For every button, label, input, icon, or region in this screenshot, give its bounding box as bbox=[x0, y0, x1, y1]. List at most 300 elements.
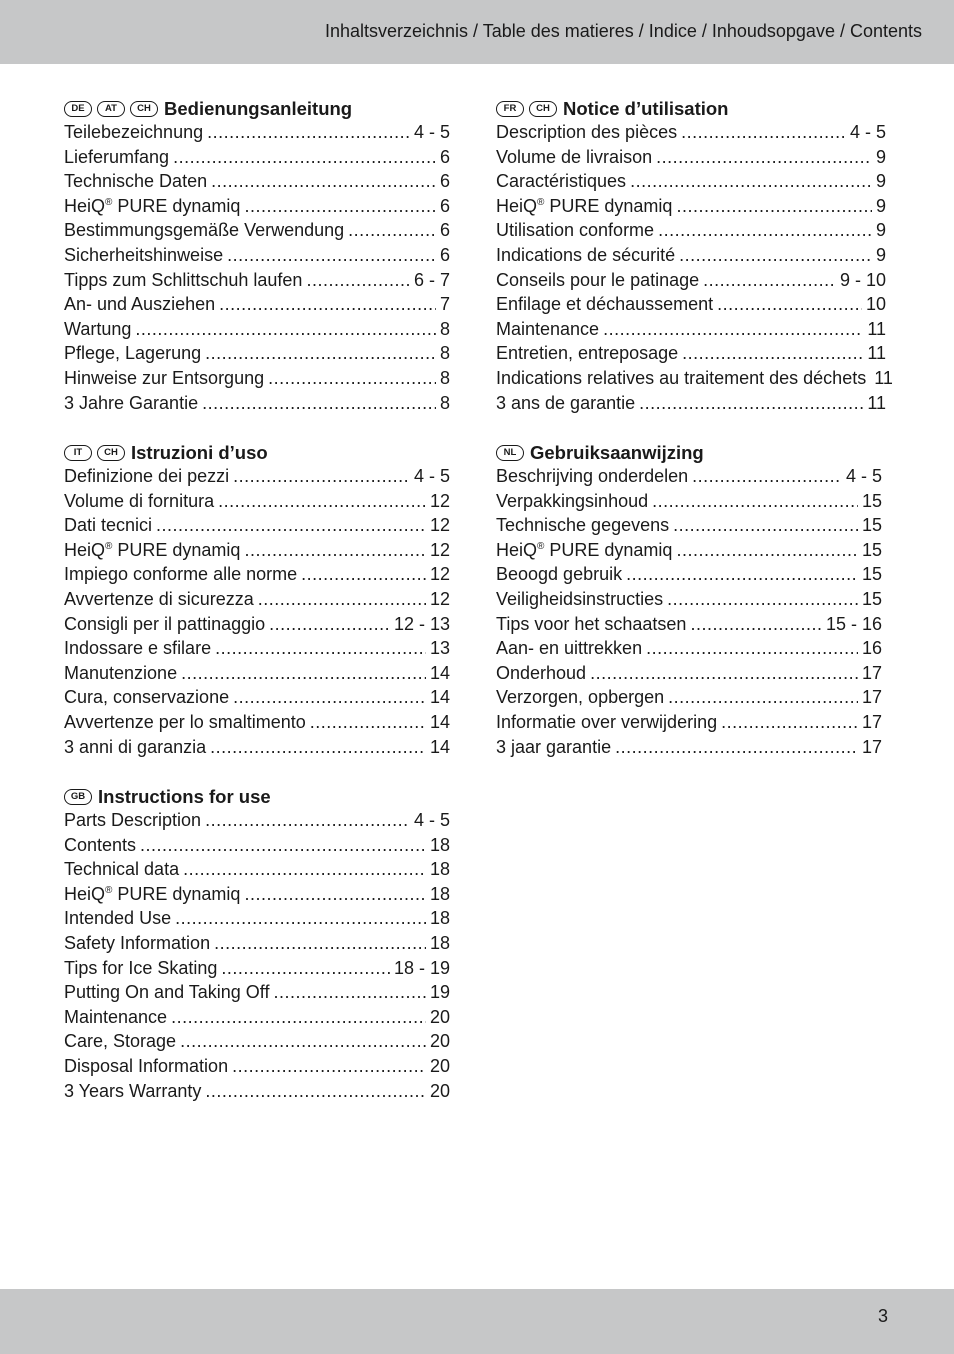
toc-entry-label bbox=[64, 196, 240, 217]
toc-entry[interactable] bbox=[496, 614, 882, 639]
dot-leader bbox=[692, 466, 842, 487]
toc-entry[interactable] bbox=[496, 270, 886, 295]
toc-entry-page: 4 - 5 bbox=[845, 466, 882, 486]
toc-entry[interactable] bbox=[64, 466, 450, 491]
country-code-badge: NL bbox=[496, 445, 524, 461]
country-code-badge: IT bbox=[64, 445, 92, 461]
toc-entry-label-text: Indications relatives au traitement des déchets bbox=[496, 367, 867, 388]
toc-entry-page: 17 bbox=[861, 662, 882, 683]
toc-entry-label bbox=[64, 614, 265, 635]
toc-entry-label bbox=[64, 982, 269, 1003]
dot-leader bbox=[676, 540, 858, 561]
toc-entry-label bbox=[64, 122, 203, 143]
toc-section-fr bbox=[496, 97, 893, 417]
toc-entry[interactable] bbox=[64, 1056, 450, 1081]
dot-leader bbox=[667, 589, 858, 610]
dot-leader bbox=[244, 884, 426, 905]
toc-entry-page: 11 bbox=[867, 318, 886, 339]
toc-entry-page: 9 bbox=[875, 244, 886, 265]
toc-entry-label-text: Contents bbox=[64, 834, 137, 855]
toc-entry-label-text: Tips for Ice Skating bbox=[64, 957, 218, 978]
dot-leader bbox=[135, 319, 436, 340]
toc-entry-page: 6 bbox=[439, 171, 450, 192]
toc-entry[interactable] bbox=[496, 737, 882, 762]
toc-entry-label bbox=[496, 294, 713, 315]
toc-entry-label bbox=[64, 933, 210, 954]
toc-entry-label bbox=[64, 712, 306, 733]
dot-leader bbox=[269, 614, 390, 635]
toc-entry-label-text: Verpakkingsinhoud bbox=[496, 490, 649, 511]
dot-leader bbox=[219, 294, 436, 315]
toc-entry[interactable] bbox=[64, 663, 450, 688]
toc-entry-label bbox=[64, 687, 229, 708]
toc-entry-label bbox=[64, 1081, 201, 1102]
toc-entry[interactable] bbox=[496, 122, 886, 147]
toc-entry-label-text: Volume de livraison bbox=[496, 146, 653, 167]
toc-entry-page: 12 bbox=[429, 490, 450, 511]
toc-entry-label-text: 3 ans de garantie bbox=[496, 392, 636, 413]
dot-leader bbox=[171, 1007, 426, 1028]
header-band bbox=[0, 0, 954, 64]
toc-entry-page: 6 - 7 bbox=[413, 269, 450, 290]
dot-leader bbox=[183, 859, 426, 880]
toc-entry-page: 12 bbox=[429, 539, 450, 560]
toc-entry-label-text: Consigli per il pattinaggio bbox=[64, 613, 266, 634]
toc-entry[interactable] bbox=[496, 491, 882, 516]
toc-section-de bbox=[64, 97, 450, 417]
toc-entry-label bbox=[64, 147, 169, 168]
dot-leader bbox=[646, 638, 858, 659]
dot-leader bbox=[258, 589, 426, 610]
toc-entry-label bbox=[64, 319, 131, 340]
toc-entry[interactable] bbox=[64, 245, 450, 270]
toc-entry-page: 4 - 5 bbox=[413, 122, 450, 142]
toc-entry[interactable] bbox=[64, 564, 450, 589]
page-title: Inhaltsverzeichnis / Table des matieres / Indice / Inhoudsopgave / Contents bbox=[324, 21, 922, 41]
dot-leader bbox=[639, 393, 863, 414]
dot-leader bbox=[205, 1081, 426, 1102]
toc-entry-page: 8 bbox=[439, 343, 450, 364]
toc-entry-label bbox=[496, 122, 677, 143]
section-heading bbox=[64, 785, 450, 809]
toc-entry-label-text: Informatie over verwijdering bbox=[496, 711, 718, 732]
toc-entry-label-text: Parts Description bbox=[64, 810, 202, 830]
toc-entry-label-rest: PURE dynamiq bbox=[112, 883, 241, 904]
toc-entry[interactable] bbox=[496, 589, 882, 614]
dot-leader bbox=[690, 614, 822, 635]
toc-entry-label-text: Beschrijving onderdelen bbox=[496, 466, 689, 486]
toc-entry-label-rest: PURE dynamiq bbox=[112, 539, 241, 560]
toc-entry-label-text: Avvertenze di sicurezza bbox=[64, 588, 254, 609]
toc-entry-label bbox=[496, 589, 663, 610]
toc-entry-page: 6 bbox=[439, 220, 450, 241]
toc-entry-label-text: Putting On and Taking Off bbox=[64, 982, 270, 1003]
toc-entry[interactable] bbox=[496, 367, 893, 393]
toc-entry-label bbox=[496, 343, 678, 364]
section-heading bbox=[496, 441, 882, 465]
dot-leader bbox=[202, 393, 436, 414]
toc-entry-label bbox=[496, 319, 599, 340]
toc-entry-page: 4 - 5 bbox=[413, 466, 450, 486]
toc-entry-page: 12 bbox=[429, 515, 450, 536]
toc-entry-page: 9 - 10 bbox=[839, 269, 886, 290]
toc-entry-label bbox=[496, 196, 672, 217]
toc-entry-label bbox=[64, 1031, 176, 1052]
toc-entry-page: 12 bbox=[429, 564, 450, 585]
dot-leader bbox=[652, 491, 858, 512]
toc-entry-label-text: Safety Information bbox=[64, 932, 211, 953]
toc-entry[interactable] bbox=[64, 958, 450, 983]
toc-entry[interactable] bbox=[496, 147, 886, 172]
toc-entry-label-text: Onderhoud bbox=[496, 662, 587, 683]
toc-section-nl bbox=[496, 441, 882, 761]
toc-entry-label-text: Sicherheitshinweise bbox=[64, 244, 224, 265]
toc-entry-label bbox=[496, 368, 866, 389]
toc-entry-label-text: 3 jaar garantie bbox=[496, 736, 612, 757]
toc-entry-page: 4 - 5 bbox=[413, 810, 450, 830]
toc-entry-page: 6 bbox=[439, 244, 450, 265]
toc-entry-label-text: Maintenance bbox=[496, 318, 600, 339]
country-code-badge: CH bbox=[97, 445, 125, 461]
toc-entry[interactable] bbox=[64, 884, 450, 909]
country-code-badge: GB bbox=[64, 789, 92, 805]
toc-section-gb bbox=[64, 785, 450, 1105]
toc-entry-label bbox=[496, 491, 648, 512]
toc-entry-label-text: Wartung bbox=[64, 318, 132, 339]
toc-entry-page: 6 bbox=[439, 195, 450, 216]
toc-entry[interactable] bbox=[64, 589, 450, 614]
toc-entry-label-text: Avvertenze per lo smaltimento bbox=[64, 711, 306, 732]
toc-entry-page: 14 bbox=[429, 662, 450, 683]
toc-entry-label bbox=[496, 564, 622, 585]
dot-leader bbox=[681, 122, 846, 143]
toc-entry-page: 20 bbox=[429, 1055, 450, 1076]
toc-entry-label bbox=[496, 687, 664, 708]
toc-entry-page: 14 bbox=[429, 736, 450, 757]
dot-leader bbox=[140, 835, 426, 856]
toc-entry[interactable] bbox=[64, 122, 450, 147]
toc-entry-label bbox=[496, 712, 717, 733]
toc-entry-page: 15 - 16 bbox=[825, 613, 882, 634]
toc-entry-page: 8 bbox=[439, 367, 450, 388]
toc-entry-page: 20 bbox=[429, 1031, 450, 1052]
toc-entry-label-text: Maintenance bbox=[64, 1006, 168, 1027]
toc-entry[interactable] bbox=[64, 368, 450, 393]
dot-leader bbox=[590, 663, 858, 684]
toc-entry-label bbox=[64, 466, 229, 487]
toc-entry-page: 9 bbox=[875, 220, 886, 241]
toc-entry-label bbox=[64, 171, 207, 192]
toc-entry[interactable] bbox=[496, 171, 886, 196]
toc-entry-label bbox=[64, 245, 223, 266]
registered-mark: ® bbox=[105, 884, 113, 896]
section-heading bbox=[496, 97, 886, 121]
toc-entry-label bbox=[496, 540, 672, 561]
dot-leader bbox=[233, 466, 410, 487]
toc-entry-page: 19 bbox=[429, 982, 450, 1003]
toc-entry-label-rest: PURE dynamiq bbox=[112, 195, 241, 216]
dot-leader bbox=[668, 687, 858, 708]
toc-entry-label-text: HeiQ bbox=[496, 195, 538, 216]
country-code-badge: CH bbox=[130, 101, 158, 117]
toc-entry-page: 8 bbox=[439, 318, 450, 339]
toc-entry-label bbox=[64, 393, 198, 414]
toc-entry-page: 12 - 13 bbox=[393, 613, 450, 634]
section-title: Istruzioni d’uso bbox=[131, 442, 268, 463]
toc-entry-label bbox=[496, 663, 586, 684]
section-heading bbox=[64, 97, 450, 121]
toc-entry[interactable] bbox=[496, 393, 886, 418]
dot-leader bbox=[210, 737, 426, 758]
toc-entry[interactable] bbox=[64, 540, 450, 565]
toc-entry[interactable] bbox=[496, 687, 882, 712]
toc-entry-page: 11 bbox=[867, 343, 886, 364]
toc-entry-label-text: HeiQ bbox=[64, 539, 106, 560]
toc-entry[interactable] bbox=[64, 712, 450, 737]
toc-entry-label bbox=[64, 491, 214, 512]
toc-entry-label-text: Cura, conservazione bbox=[64, 687, 230, 708]
toc-entry[interactable] bbox=[64, 1031, 450, 1056]
toc-entry[interactable] bbox=[496, 515, 882, 540]
toc-entry-page: 17 bbox=[861, 736, 882, 757]
toc-entry[interactable] bbox=[64, 220, 450, 245]
toc-entry-label-text: 3 Years Warranty bbox=[64, 1080, 202, 1101]
toc-entry-label-text: Tips voor het schaatsen bbox=[496, 613, 687, 634]
dot-leader bbox=[215, 638, 426, 659]
toc-entry[interactable] bbox=[496, 319, 886, 344]
dot-leader bbox=[214, 933, 426, 954]
toc-entry-label-text: Disposal Information bbox=[64, 1055, 229, 1076]
toc-entry-label-rest: PURE dynamiq bbox=[544, 195, 673, 216]
dot-leader bbox=[181, 663, 426, 684]
toc-entry-label bbox=[64, 540, 240, 561]
toc-entry[interactable] bbox=[496, 540, 882, 565]
toc-entry[interactable] bbox=[64, 491, 450, 516]
toc-entry-label-text: Enfilage et déchaussement bbox=[496, 294, 714, 315]
toc-entry[interactable] bbox=[64, 1081, 450, 1106]
toc-entry-label-text: 3 anni di garanzia bbox=[64, 736, 207, 757]
toc-entry[interactable] bbox=[64, 270, 450, 295]
toc-entry[interactable] bbox=[496, 712, 882, 737]
toc-entry[interactable] bbox=[64, 737, 450, 762]
toc-entry-label bbox=[64, 908, 171, 929]
toc-entry-label-text: Intended Use bbox=[64, 908, 172, 929]
toc-entry[interactable] bbox=[496, 245, 886, 270]
toc-entry-label-text: Caractéristiques bbox=[496, 171, 627, 192]
toc-entry-label bbox=[496, 737, 611, 758]
registered-mark: ® bbox=[537, 540, 545, 552]
toc-entry-page: 14 bbox=[429, 687, 450, 708]
toc-entry-page: 18 - 19 bbox=[393, 957, 450, 978]
toc-entry-page: 18 bbox=[429, 859, 450, 880]
dot-leader bbox=[273, 982, 425, 1003]
toc-entry-label bbox=[496, 270, 699, 291]
toc-entry[interactable] bbox=[64, 859, 450, 884]
registered-mark: ® bbox=[537, 196, 545, 208]
dot-leader bbox=[233, 687, 426, 708]
country-code-badge: CH bbox=[529, 101, 557, 117]
toc-entry[interactable] bbox=[64, 393, 450, 418]
toc-entry-label-text: Aan- en uittrekken bbox=[496, 638, 643, 659]
dot-leader bbox=[673, 515, 858, 536]
toc-entry-label bbox=[496, 147, 652, 168]
toc-entry-label-text: 3 Jahre Garantie bbox=[64, 392, 199, 413]
dot-leader bbox=[207, 122, 410, 143]
toc-entry-label bbox=[64, 343, 201, 364]
toc-entry-label-text: Verzorgen, opbergen bbox=[496, 687, 665, 708]
dot-leader bbox=[180, 1031, 426, 1052]
toc-entry[interactable] bbox=[64, 294, 450, 319]
toc-entry-label bbox=[496, 614, 686, 635]
dot-leader bbox=[615, 737, 858, 758]
dot-leader bbox=[156, 515, 426, 536]
toc-entry-label-text: Indossare e sfilare bbox=[64, 638, 212, 659]
dot-leader bbox=[205, 810, 410, 831]
country-code-badge: FR bbox=[496, 101, 524, 117]
dot-leader bbox=[218, 491, 426, 512]
toc-entry-label-text: Volume di fornitura bbox=[64, 490, 215, 511]
toc-entry-label-text: Utilisation conforme bbox=[496, 220, 655, 241]
toc-entry-label-text: Definizione dei pezzi bbox=[64, 466, 230, 486]
section-title: Instructions for use bbox=[98, 786, 271, 807]
toc-entry[interactable] bbox=[496, 564, 882, 589]
country-code-badge: AT bbox=[97, 101, 125, 117]
toc-entry-page: 20 bbox=[429, 1080, 450, 1101]
toc-entry-label bbox=[64, 1056, 228, 1077]
toc-entry-page: 11 bbox=[874, 367, 893, 388]
toc-entry[interactable] bbox=[64, 982, 450, 1007]
dot-leader bbox=[205, 343, 436, 364]
toc-entry-label bbox=[64, 515, 152, 536]
toc-entry-label bbox=[496, 466, 688, 487]
toc-entry[interactable] bbox=[496, 638, 882, 663]
section-heading bbox=[64, 441, 450, 465]
dot-leader bbox=[676, 196, 872, 217]
toc-entry[interactable] bbox=[64, 319, 450, 344]
dot-leader bbox=[656, 147, 872, 168]
dot-leader bbox=[682, 343, 863, 364]
toc-entry-label bbox=[64, 884, 240, 905]
toc-entry-label-text: Beoogd gebruik bbox=[496, 564, 623, 585]
toc-entry[interactable] bbox=[496, 196, 886, 221]
toc-entry-page: 18 bbox=[429, 908, 450, 929]
toc-entry-page: 15 bbox=[861, 515, 882, 536]
toc-entry-label-text: Tipps zum Schlittschuh laufen bbox=[64, 269, 303, 290]
toc-entry[interactable] bbox=[64, 908, 450, 933]
toc-entry[interactable] bbox=[64, 687, 450, 712]
toc-entry-label bbox=[496, 638, 642, 659]
toc-entry[interactable] bbox=[64, 933, 450, 958]
toc-entry-label-text: Teilebezeichnung bbox=[64, 122, 204, 142]
section-title: Bedienungsanleitung bbox=[164, 98, 353, 119]
toc-entry[interactable] bbox=[64, 343, 450, 368]
toc-entry-label bbox=[64, 810, 201, 831]
toc-entry-label bbox=[496, 393, 635, 414]
toc-entry-label bbox=[64, 368, 264, 389]
toc-entry[interactable] bbox=[64, 515, 450, 540]
toc-entry-label bbox=[64, 835, 136, 856]
toc-entry-label bbox=[64, 958, 217, 979]
toc-entry[interactable] bbox=[64, 810, 450, 835]
dot-leader bbox=[703, 270, 836, 291]
toc-entry[interactable] bbox=[64, 196, 450, 221]
dot-leader bbox=[717, 294, 862, 315]
section-title: Notice d’utilisation bbox=[563, 98, 729, 119]
dot-leader bbox=[306, 270, 410, 291]
toc-entry-label-text: HeiQ bbox=[64, 195, 106, 216]
toc-entry[interactable] bbox=[64, 1007, 450, 1032]
toc-entry-label-text: An- und Ausziehen bbox=[64, 294, 216, 315]
toc-entry-page: 9 bbox=[875, 171, 886, 192]
section-title: Gebruiksaanwijzing bbox=[530, 442, 704, 463]
dot-leader bbox=[658, 220, 872, 241]
toc-entry[interactable] bbox=[64, 638, 450, 663]
dot-leader bbox=[310, 712, 426, 733]
dot-leader bbox=[268, 368, 436, 389]
toc-entry-label-text: Hinweise zur Entsorgung bbox=[64, 367, 265, 388]
toc-entry[interactable] bbox=[496, 343, 886, 368]
toc-entry-label-text: Indications de sécurité bbox=[496, 244, 676, 265]
toc-entry-label-text: Impiego conforme alle norme bbox=[64, 564, 298, 585]
toc-entry-label-text: Bestimmungsgemäße Verwendung bbox=[64, 220, 345, 241]
toc-entry-label bbox=[64, 270, 302, 291]
dot-leader bbox=[211, 171, 436, 192]
toc-entry-label bbox=[64, 1007, 167, 1028]
toc-entry-page: 15 bbox=[861, 539, 882, 560]
toc-entry-label-text: Technische Daten bbox=[64, 171, 208, 192]
toc-entry-label bbox=[64, 220, 344, 241]
toc-entry[interactable] bbox=[64, 147, 450, 172]
toc-entry-label-text: Care, Storage bbox=[64, 1031, 177, 1052]
toc-entry-label-text: Technical data bbox=[64, 859, 180, 880]
toc-entry-page: 11 bbox=[867, 392, 886, 413]
dot-leader bbox=[244, 196, 436, 217]
dot-leader bbox=[175, 908, 426, 929]
toc-entry-label-text: HeiQ bbox=[64, 883, 106, 904]
toc-entry-label bbox=[64, 638, 211, 659]
dot-leader bbox=[232, 1056, 426, 1077]
dot-leader bbox=[227, 245, 436, 266]
toc-entry-label-text: Veiligheidsinstructies bbox=[496, 588, 664, 609]
toc-entry-page: 18 bbox=[429, 932, 450, 953]
toc-entry[interactable] bbox=[64, 835, 450, 860]
toc-entry-label-text: HeiQ bbox=[496, 539, 538, 560]
toc-entry[interactable] bbox=[64, 171, 450, 196]
toc-entry-page: 14 bbox=[429, 711, 450, 732]
toc-entry-label bbox=[496, 171, 626, 192]
toc-entry-page: 13 bbox=[429, 638, 450, 659]
toc-entry-page: 18 bbox=[429, 834, 450, 855]
toc-entry-page: 12 bbox=[429, 588, 450, 609]
toc-entry[interactable] bbox=[496, 663, 882, 688]
toc-entry-label bbox=[64, 589, 254, 610]
toc-entry[interactable] bbox=[496, 294, 886, 319]
toc-entry-label bbox=[496, 220, 654, 241]
toc-entry-label-text: Entretien, entreposage bbox=[496, 343, 679, 364]
toc-entry-label-text: Dati tecnici bbox=[64, 515, 153, 536]
toc-entry[interactable] bbox=[496, 220, 886, 245]
toc-entry-label bbox=[64, 859, 179, 880]
dot-leader bbox=[244, 540, 426, 561]
toc-entry-label bbox=[64, 294, 215, 315]
toc-section-it bbox=[64, 441, 450, 761]
toc-entry-page: 9 bbox=[875, 195, 886, 216]
toc-entry[interactable] bbox=[496, 466, 882, 491]
toc-entry[interactable] bbox=[64, 614, 450, 639]
toc-entry-label bbox=[64, 663, 177, 684]
toc-entry-page: 8 bbox=[439, 392, 450, 413]
toc-entry-page: 15 bbox=[861, 490, 882, 511]
